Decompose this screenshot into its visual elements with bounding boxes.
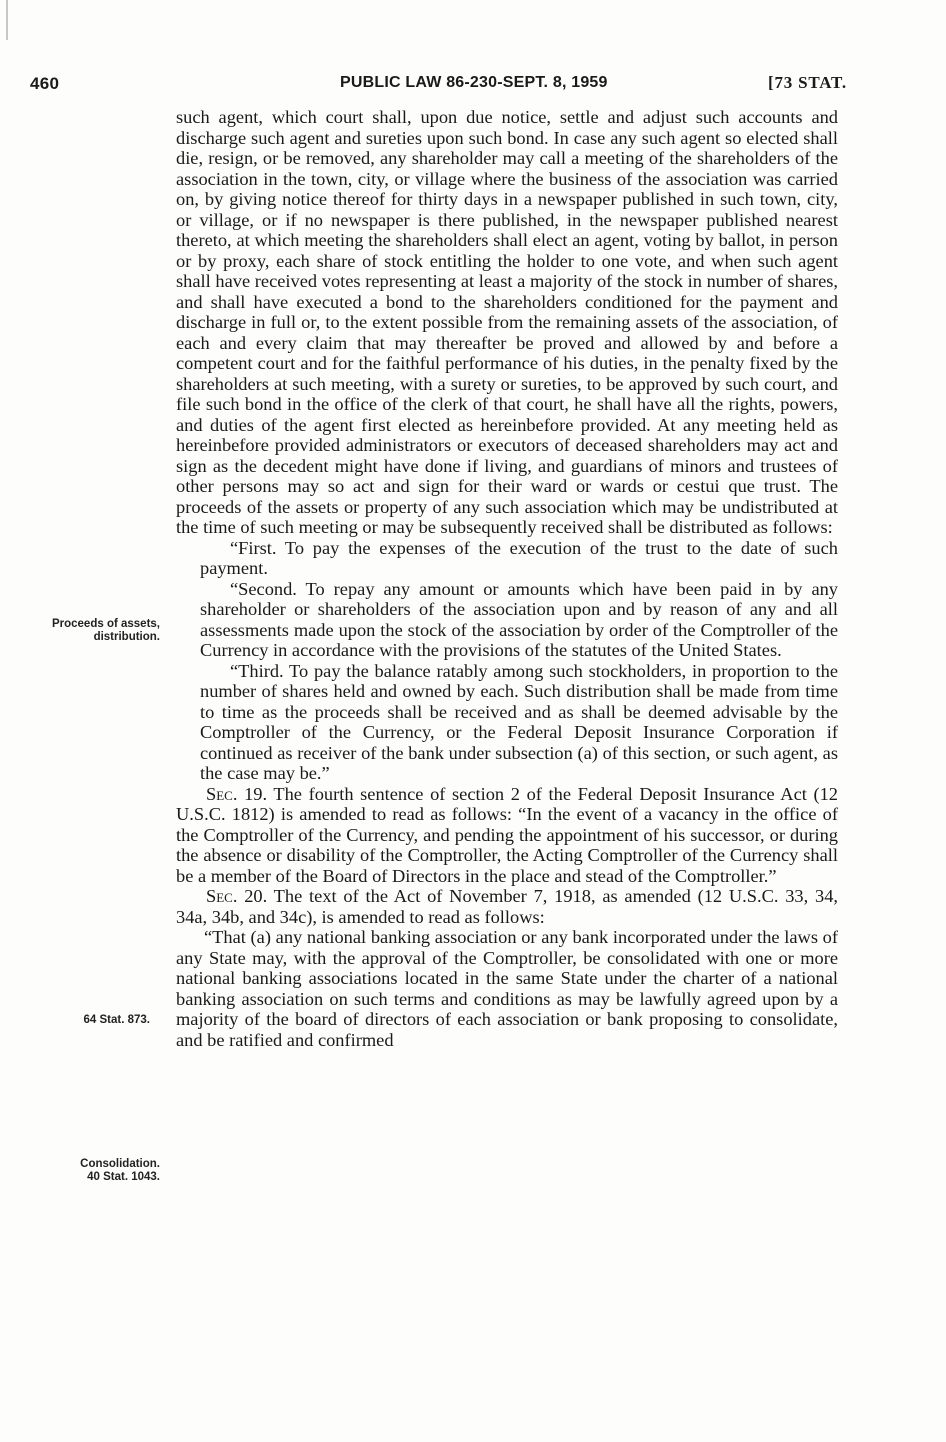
margin-note-consolidation: Consolidation. — [80, 1158, 160, 1170]
statute-reference: [73 STAT. — [768, 73, 847, 92]
paragraph-second: “Second. To repay any amount or amounts which have been paid in by any shareholder or shareholders of the association upon and by reason of any and all assessments made upon the stock of the association by order of the Comptroller of the Currency in accordance with the provisions of the statutes of the United States. — [200, 578, 838, 660]
section-20-label: Sec. 20. — [206, 886, 268, 906]
section-19 — [176, 784, 838, 887]
paragraph-third: “Third. To pay the balance ratably among such stockholders, in proportion to the number of shares held and owned by each. Such distribution shall be made from time to time as the proceeds shall be received and as shall be deemed advisable by the Comptroller of the Currency, or the Federal Deposit Insurance Corporation if continued as receiver of the bank under subsection (a) of this section, or such agent, as the case may be.” — [200, 660, 838, 783]
page-header — [0, 74, 946, 104]
section-20-text: The text of the Act of November 7, 1918, as amended (12 U.S.C. 33, 34, 34a, 34b, and 34c), is amended to read as follows: — [176, 886, 839, 927]
running-title: PUBLIC LAW 86-230-SEPT. 8, 1959 — [340, 74, 608, 91]
paragraph-continuation: such agent, which court shall, upon due notice, settle and adjust such accounts and discharge such agent and sureties upon such bond. In case any such agent so elected shall die, resign, or be removed, any shareholder may call a meeting of the shareholders of the association in the town, city, or village where the business of the association was carried on, by giving notice thereof for thirty days in a newspaper published in such town, city, or village, or if no newspaper is there published, in the newspaper published nearest thereto, at which meeting the shareholders shall elect an agent, voting by ballot, in person or by proxy, each share of stock entitling the holder to one vote, and when such agent shall have received votes representing at least a majority of the stock in number of shares, and shall have executed a bond to the shareholders conditioned for the payment and discharge in full or, to the extent possible from the remaining assets of the association, of each and every claim that may thereafter be proved and allowed by and before a competent court and for the faithful performance of his duties, in the penalty fixed by the shareholders at such meeting, with a surety or sureties, to be approved by such court, and file such bond in the office of the clerk of that court, he shall have all the rights, powers, and duties of the agent first elected as hereinbefore provided. At any meeting held as hereinbefore provided administrators or executors of deceased shareholders may act and sign as the decedent might have done if living, and guardians of minors and trustees of other persons may so act and sign for their ward or wards or cestui que trust. The proceeds of the assets or property of any such association which may be undistributed at the time of such meeting or may be subsequently received shall be distributed as follows: — [176, 107, 838, 537]
section-20 — [176, 886, 838, 927]
scan-edge-mark — [6, 0, 8, 40]
margin-note-64-stat: 64 Stat. 873. — [83, 1014, 150, 1026]
page-number: 460 — [30, 74, 60, 93]
section-19-text: The fourth sentence of section 2 of the Federal Deposit Insurance Act (12 U.S.C. 1812) is amended to read as follows: “In the event of a vacancy in the office of the Comptroller of the Currency, and pending the appointment of his successor, or during the absence or disability of the Comptroller, the Acting Comptroller of the Currency shall be a member of the Board of Directors in the place and stead of the Comptroller.” — [176, 783, 839, 886]
margin-note-proceeds: Proceeds of assets, distribution. — [51, 618, 160, 643]
paragraph-first: “First. To pay the expenses of the execution of the trust to the date of such payment. — [200, 537, 838, 578]
section-19-label: Sec. 19. — [206, 783, 268, 804]
margin-note-consolidation-block — [30, 1158, 160, 1184]
body-text — [176, 107, 838, 1050]
paragraph-that-a: “That (a) any national banking association or any bank incorporated under the laws of any State may, with the approval of the Comptroller, be consolidated with one or more national banking associations located in the same State under the charter of a national banking association on such terms and conditions as may be lawfully agreed upon by a majority of the board of directors of each association or bank proposing to consolidate, and be ratified and confirmed — [176, 927, 838, 1050]
margin-note-40-stat: 40 Stat. 1043. — [87, 1171, 160, 1183]
